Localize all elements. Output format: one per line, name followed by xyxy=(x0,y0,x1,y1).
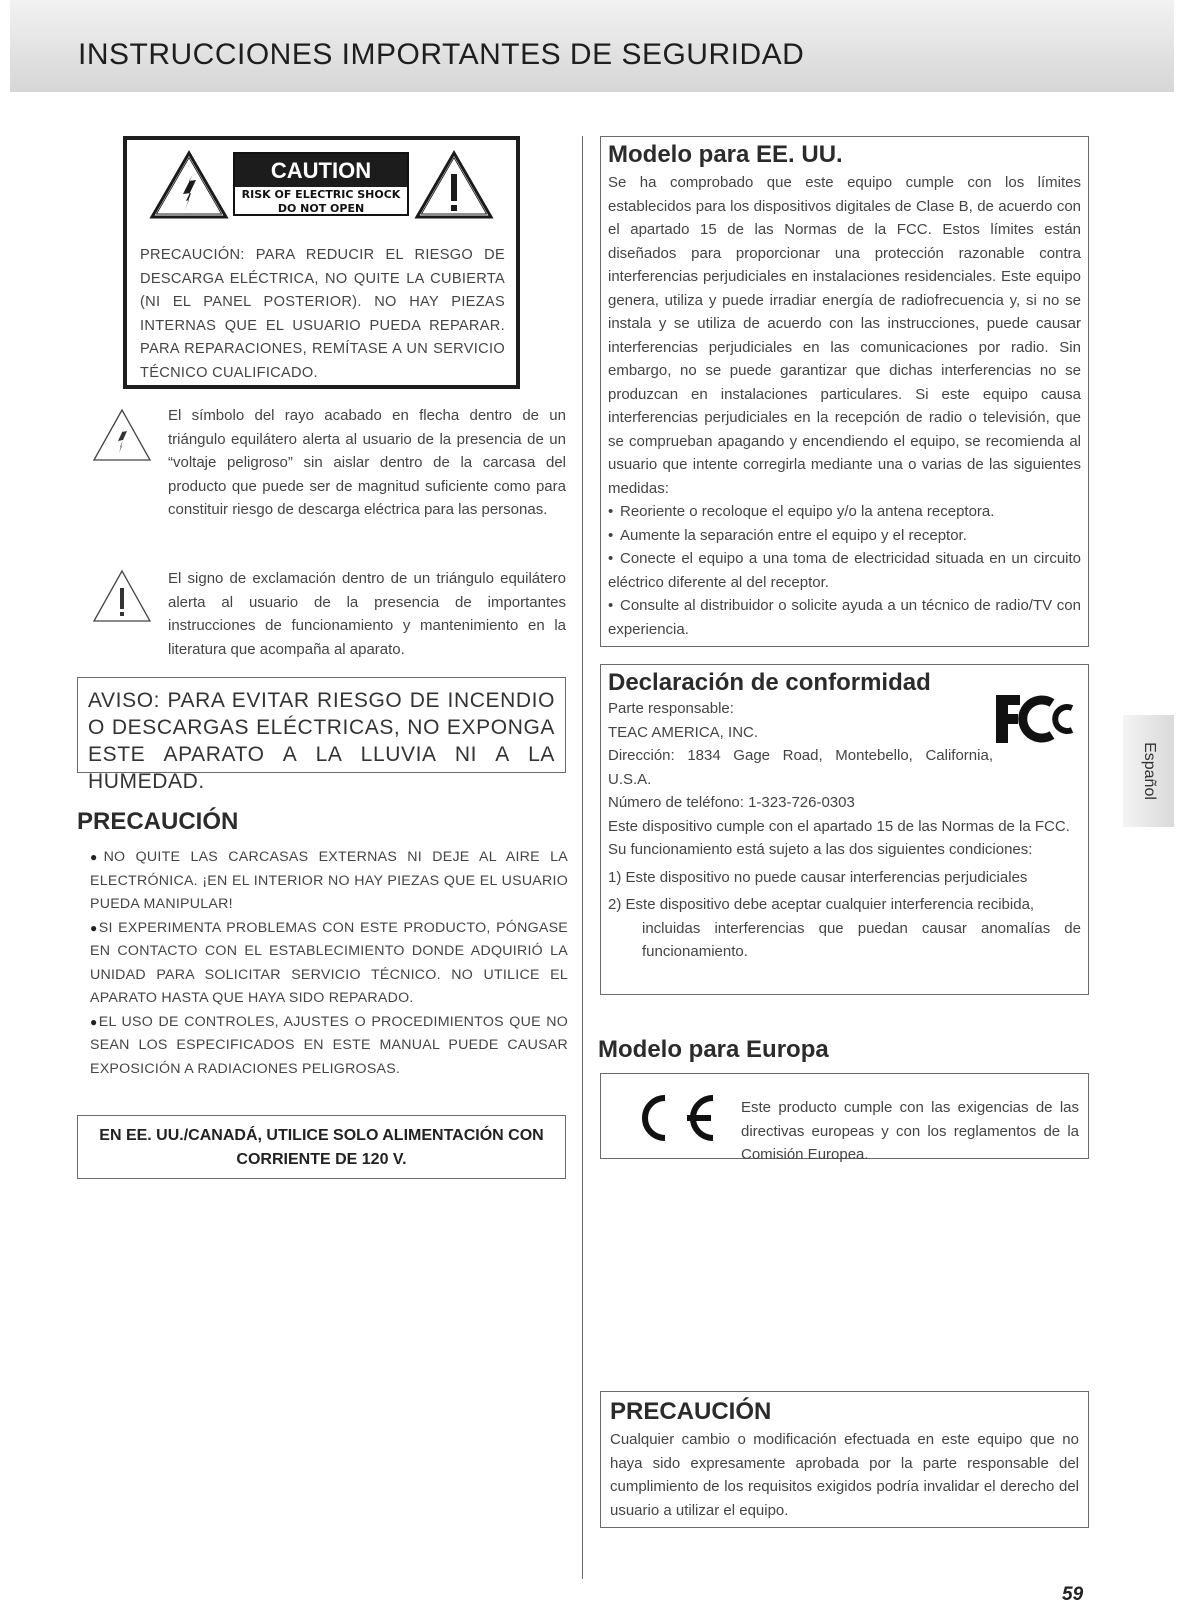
europe-text: Este producto cumple con las exigencias de las directivas europeas y con los reglamentos de la Comisión Europea. xyxy=(741,1099,1079,1163)
company-phone: Número de teléfono: 1-323-726-0303 xyxy=(608,794,855,811)
precaucion-bullet-list xyxy=(90,846,568,1081)
condition-item: 1) Este dispositivo no puede causar interferencias perjudiciales xyxy=(608,868,1028,886)
voltage-notice-line1: EN EE. UU./CANADÁ, UTILICE SOLO ALIMENTACIÓN CON xyxy=(99,1127,544,1144)
list-item: ●SI EXPERIMENTA PROBLEMAS CON ESTE PRODUCTO, PÓNGASE EN CONTACTO CON EL ESTABLECIMIENTO DONDE ADQUIRIÓ LA UNIDAD PARA SOLICITAR SERVICIO TÉCNICO. NO UTILICE EL APARATO HASTA QUE HAYA SIDO REPARADO. xyxy=(90,919,569,1006)
list-item: • Conecte el equipo a una toma de electricidad situada en un circuito eléctrico diferente al del receptor. xyxy=(608,550,1081,591)
europe-box xyxy=(600,1073,1089,1163)
voltage-notice-box xyxy=(77,1115,566,1179)
precaucion-right-title: PRECAUCIÓN xyxy=(610,1398,772,1425)
caution-label-title: CAUTION xyxy=(235,154,407,187)
voltage-notice-line2: CORRIENTE DE 120 V. xyxy=(236,1151,407,1168)
list-item: • Consulte al distribuidor o solicite ayuda a un técnico de radio/TV con experiencia. xyxy=(608,597,1081,638)
column-divider xyxy=(582,136,583,1579)
lightning-triangle-icon xyxy=(149,150,229,220)
precaucion-right-text: Cualquier cambio o modificación efectuada en este equipo que no haya sido expresamente aprobada por la parte responsable del cumplimiento de los requisitos exigidos podría invalidar el derecho del usuario a utilizar el equipo. xyxy=(610,1431,1079,1519)
page-header xyxy=(10,0,1174,92)
page-number: 59 xyxy=(1062,1584,1084,1605)
condition-item: 2) Este dispositivo debe aceptar cualquier interferencia recibida, incluidas interferencias que puedan causar anomalías de funcionamiento. xyxy=(608,896,1081,960)
exclamation-symbol-text: El signo de exclamación dentro de un triángulo equilátero alerta al usuario de la presencia de importantes instrucciones de funcionamiento y mantenimiento en la literatura que acompaña al aparato. xyxy=(168,570,566,658)
us-model-box xyxy=(600,136,1089,647)
caution-label-line1: RISK OF ELECTRIC SHOCK xyxy=(241,188,401,201)
language-tab-label: Español xyxy=(1140,742,1158,800)
conditions-intro: Su funcionamiento está sujeto a las dos siguientes condiciones: xyxy=(608,841,1033,858)
list-item: ●EL USO DE CONTROLES, AJUSTES O PROCEDIMIENTOS QUE NO SEAN LOS ESPECIFICADOS EN ESTE MANUAL PUEDE CAUSAR EXPOSICIÓN A RADIACIONES PELIGROSAS. xyxy=(90,1013,569,1077)
caution-box-text: PRECAUCIÓN: PARA REDUCIR EL RIESGO DE DESCARGA ELÉCTRICA, NO QUITE LA CUBIERTA (NI EL PANEL POSTERIOR). NO HAY PIEZAS INTERNAS QUE EL USUARIO PUEDA REPARAR. PARA REPARACIONES, REMÍTASE A UN SERVICIO TÉCNICO CUALIFICADO. xyxy=(140,247,505,381)
responsible-party-label: Parte responsable: xyxy=(608,700,734,717)
precaucion-right-box xyxy=(600,1391,1089,1528)
list-item: ●NO QUITE LAS CARCASAS EXTERNAS NI DEJE AL AIRE LA ELECTRÓNICA. ¡EN EL INTERIOR NO HAY PIEZAS QUE EL USUARIO PUEDA MANIPULAR! xyxy=(90,849,568,912)
aviso-text: AVISO: PARA EVITAR RIESGO DE INCENDIO O DESCARGAS ELÉCTRICAS, NO EXPONGA ESTE APARATO A LA LLUVIA NI A LA HUMEDAD. xyxy=(88,689,555,793)
company-address: Dirección: 1834 Gage Road, Montebello, California, U.S.A. xyxy=(608,747,993,788)
lightning-triangle-icon xyxy=(92,408,152,462)
us-model-bullet-list xyxy=(608,500,1081,641)
exclamation-triangle-icon xyxy=(92,569,152,623)
company-name: TEAC AMERICA, INC. xyxy=(608,723,759,741)
conformity-title: Declaración de conformidad xyxy=(608,669,931,696)
bullet-icon: ● xyxy=(90,920,99,935)
bullet-icon: ● xyxy=(90,1014,99,1029)
precaucion-left-title: PRECAUCIÓN xyxy=(77,808,239,835)
caution-label-line2: DO NOT OPEN xyxy=(277,202,365,215)
exclamation-triangle-icon xyxy=(414,150,494,220)
list-item: • Aumente la separación entre el equipo y el receptor. xyxy=(608,526,967,544)
list-item: • Reoriente o recoloque el equipo y/o la antena receptora. xyxy=(608,503,995,520)
caution-label xyxy=(233,152,409,216)
ce-mark-icon xyxy=(631,1092,717,1144)
language-tab xyxy=(1123,715,1174,827)
lightning-symbol-text: El símbolo del rayo acabado en flecha dentro de un triángulo equilátero alerta al usuario de la presencia de un “voltaje peligroso” sin aislar dentro de la carcasa del producto que puede ser de magnitud suficiente como para constituir riesgo de descarga eléctrica para las personas. xyxy=(168,407,566,518)
compliance-statement: Este dispositivo cumple con el apartado 15 de las Normas de la FCC. xyxy=(608,817,1070,835)
page-title: INSTRUCCIONES IMPORTANTES DE SEGURIDAD xyxy=(78,38,805,71)
bullet-icon: ● xyxy=(90,850,104,864)
us-model-title: Modelo para EE. UU. xyxy=(608,141,843,168)
us-model-text: Se ha comprobado que este equipo cumple con los límites establecidos para los dispositivos digitales de Clase B, de acuerdo con el apartado 15 de las Normas de la FCC. Estos límites están diseñados para proporcionar una protección razonable contra interferencias perjudiciales en instalaciones residenciales. Este equipo genera, utiliza y puede irradiar energía de radiofrecuencia y, si no se instala y se utiliza de acuerdo con las instrucciones, puede causar interferencias perjudiciales en las comunicaciones por radio. Sin embargo, no se puede garantizar que dichas interferencias no se produzcan en instalaciones particulares. Si este equipo causa interferencias perjudiciales en la recepción de radio o televisión, que se comprueban apagando y encendiendo el equipo, se recomienda al usuario que intente corregirla mediante una o varias de las siguientes medidas: xyxy=(608,174,1081,497)
conformity-box xyxy=(600,664,1089,995)
caution-box xyxy=(123,136,520,389)
fcc-logo-icon xyxy=(994,693,1076,745)
europe-title: Modelo para Europa xyxy=(598,1036,829,1063)
aviso-box xyxy=(77,677,566,793)
